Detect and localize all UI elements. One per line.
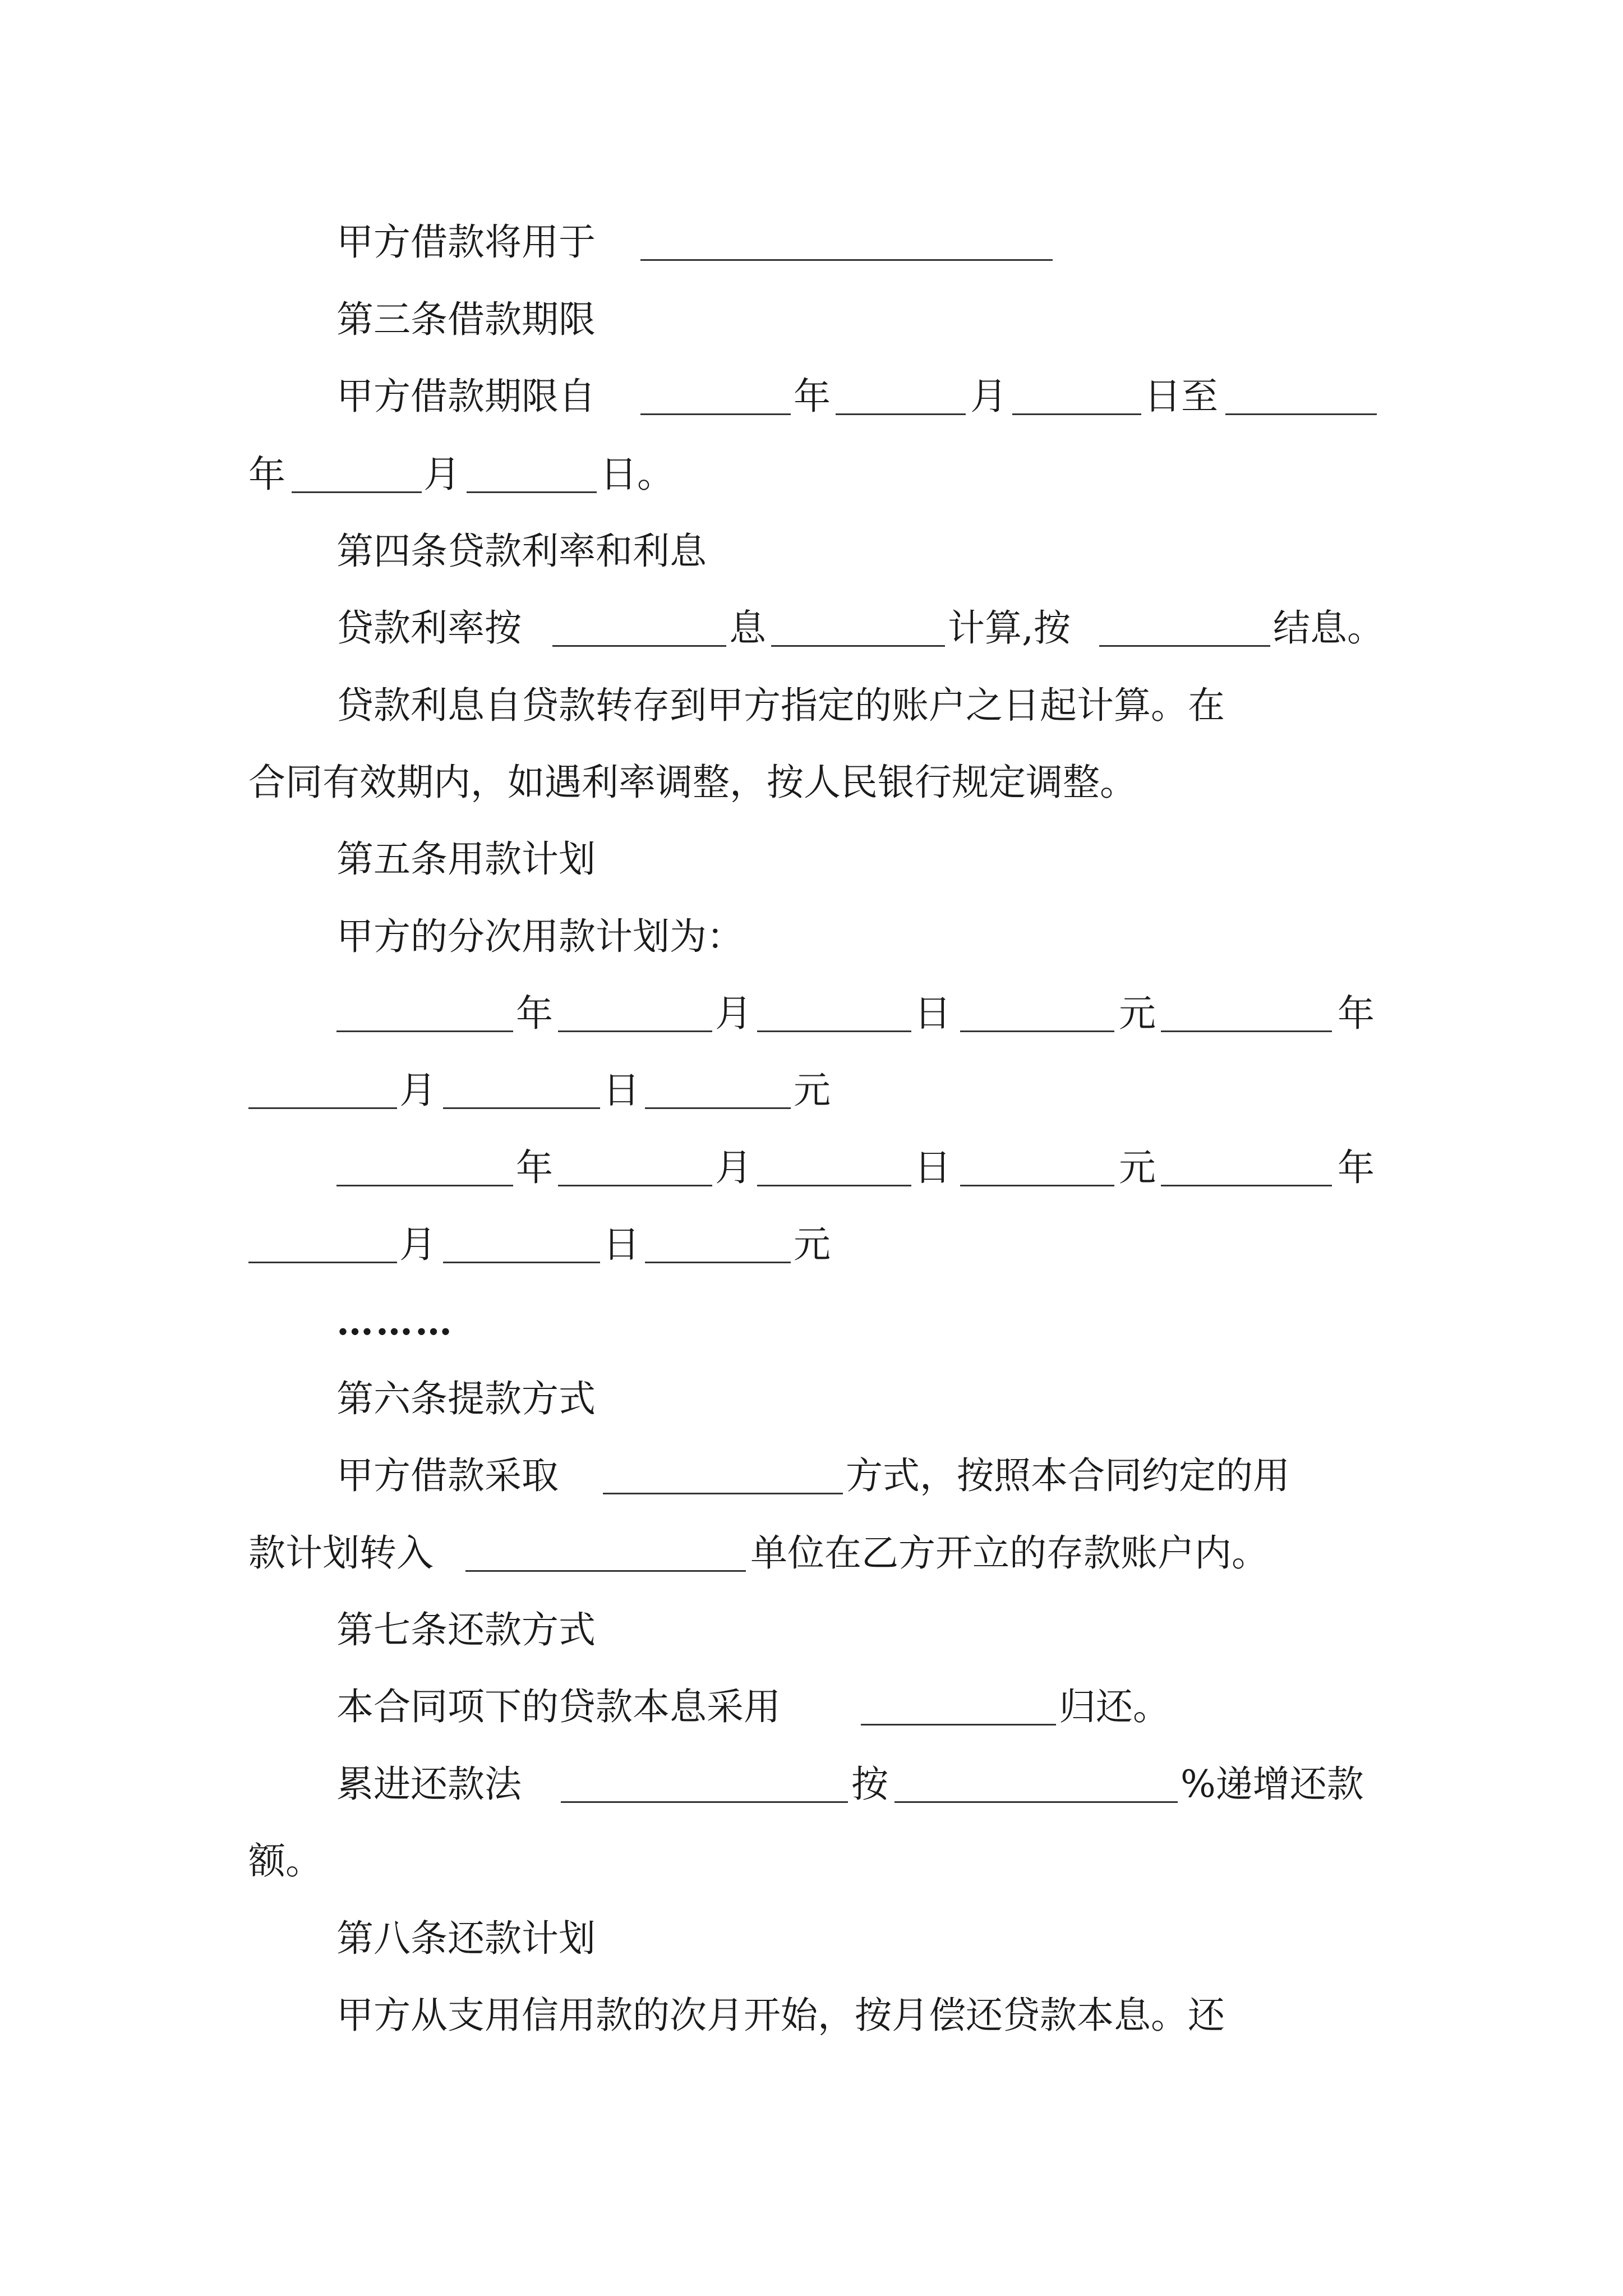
text-segment: ……… xyxy=(336,1300,454,1343)
blank-line xyxy=(467,491,597,493)
text-segment: 单位在乙方开立的存款账户内。 xyxy=(750,1531,1269,1575)
blank-line xyxy=(960,1030,1114,1032)
blank-line xyxy=(1225,413,1377,415)
text-line xyxy=(0,1833,1623,1889)
blank-line xyxy=(640,413,791,415)
blank-line xyxy=(552,645,726,647)
text-segment: 款计划转入 xyxy=(248,1531,434,1575)
text-segment: 元 xyxy=(794,1069,831,1112)
text-line xyxy=(0,909,1623,965)
blank-line xyxy=(561,1801,848,1803)
section-heading xyxy=(0,831,1623,887)
text-segment: 日至 xyxy=(1144,375,1218,418)
text-segment: 甲方的分次用款计划为： xyxy=(336,915,744,958)
blank-line xyxy=(558,1030,712,1032)
blank-line xyxy=(248,1107,397,1109)
text-segment: 月 xyxy=(970,375,1007,418)
section-heading xyxy=(0,1911,1623,1967)
text-segment: 日 xyxy=(914,1146,951,1189)
text-segment: 结息。 xyxy=(1273,606,1384,650)
text-line xyxy=(0,600,1623,656)
text-segment: 甲方借款采取 xyxy=(336,1454,559,1497)
section-heading xyxy=(0,1371,1623,1427)
text-segment: 年 xyxy=(516,1146,553,1189)
text-line xyxy=(0,447,1623,503)
text-line xyxy=(0,1448,1623,1504)
text-line xyxy=(0,1679,1623,1735)
text-segment: 合同有效期内，如遇利率调整，按人民银行规定调整。 xyxy=(248,761,1137,804)
text-line xyxy=(0,1987,1623,2044)
section-heading xyxy=(0,1602,1623,1658)
text-line xyxy=(0,1062,1623,1119)
text-segment: %递增还款 xyxy=(1181,1763,1364,1806)
text-segment: 日 xyxy=(603,1069,640,1112)
text-segment: 贷款利率按 xyxy=(336,606,522,650)
blank-line xyxy=(1161,1030,1332,1032)
blank-line xyxy=(645,1107,791,1109)
text-segment: 月 xyxy=(399,1223,436,1266)
blank-line xyxy=(336,1185,513,1186)
text-segment: 按 xyxy=(851,1763,888,1806)
blank-line xyxy=(757,1030,911,1032)
text-segment: 月 xyxy=(399,1069,436,1112)
text-segment: 第三条借款期限 xyxy=(336,298,596,341)
blank-line xyxy=(443,1107,600,1109)
section-heading xyxy=(0,523,1623,579)
text-segment: 日 xyxy=(914,992,951,1035)
blank-line xyxy=(1099,645,1270,647)
text-segment: 月 xyxy=(715,992,752,1035)
text-line xyxy=(0,1217,1623,1273)
text-line xyxy=(0,986,1623,1042)
blank-line xyxy=(960,1185,1114,1186)
text-segment: 第五条用款计划 xyxy=(336,838,596,881)
blank-line xyxy=(645,1262,791,1263)
text-segment: 第四条贷款利率和利息 xyxy=(336,530,707,573)
text-segment: 第八条还款计划 xyxy=(336,1917,596,1960)
blank-line xyxy=(443,1262,600,1263)
text-segment: 甲方借款将用于 xyxy=(336,220,596,264)
blank-line xyxy=(603,1493,843,1494)
text-segment: 元 xyxy=(1119,992,1156,1035)
blank-line xyxy=(836,413,966,415)
blank-line xyxy=(757,1185,911,1186)
blank-line xyxy=(292,491,422,493)
text-line xyxy=(0,369,1623,425)
text-line xyxy=(0,1525,1623,1581)
blank-line xyxy=(558,1185,712,1186)
text-line xyxy=(0,678,1623,734)
text-segment: 息 xyxy=(729,606,766,650)
text-segment: 贷款利息自贷款转存到甲方指定的账户之日起计算。在 xyxy=(336,684,1225,727)
blank-line xyxy=(1012,413,1141,415)
blank-line xyxy=(771,645,945,647)
text-segment: 年 xyxy=(1338,1146,1375,1189)
text-segment: 月 xyxy=(423,453,460,496)
blank-line xyxy=(861,1724,1056,1726)
text-segment: 年 xyxy=(794,375,831,418)
text-segment: 额。 xyxy=(248,1839,322,1883)
text-line xyxy=(0,1140,1623,1196)
text-segment: 年 xyxy=(248,453,285,496)
text-segment: 甲方借款期限自 xyxy=(336,375,596,418)
text-line xyxy=(0,754,1623,811)
text-segment: 累进还款法 xyxy=(336,1763,522,1806)
text-segment: 日 xyxy=(603,1223,640,1266)
text-segment: 元 xyxy=(794,1223,831,1266)
blank-line xyxy=(1161,1185,1332,1186)
text-segment: 第六条提款方式 xyxy=(336,1377,596,1420)
blank-line xyxy=(465,1570,746,1572)
blank-line xyxy=(336,1030,513,1032)
text-segment: 计算,按 xyxy=(948,606,1071,650)
text-segment: 元 xyxy=(1119,1146,1156,1189)
text-segment: 年 xyxy=(1338,992,1375,1035)
text-line xyxy=(0,1756,1623,1812)
text-segment: 方式，按照本合同约定的用 xyxy=(846,1454,1290,1497)
section-heading xyxy=(0,292,1623,348)
text-segment: 归还。 xyxy=(1059,1685,1170,1728)
text-segment: 日。 xyxy=(600,453,674,496)
text-segment: 甲方从支用信用款的次月开始，按月偿还贷款本息。还 xyxy=(336,1994,1225,2037)
text-segment: 月 xyxy=(715,1146,752,1189)
blank-line xyxy=(640,259,1053,261)
ellipsis-line xyxy=(0,1294,1623,1350)
text-line xyxy=(0,214,1623,270)
text-segment: 本合同项下的贷款本息采用 xyxy=(336,1685,781,1728)
blank-line xyxy=(248,1262,397,1263)
blank-line xyxy=(895,1801,1178,1803)
text-segment: 年 xyxy=(516,992,553,1035)
text-segment: 第七条还款方式 xyxy=(336,1608,596,1651)
